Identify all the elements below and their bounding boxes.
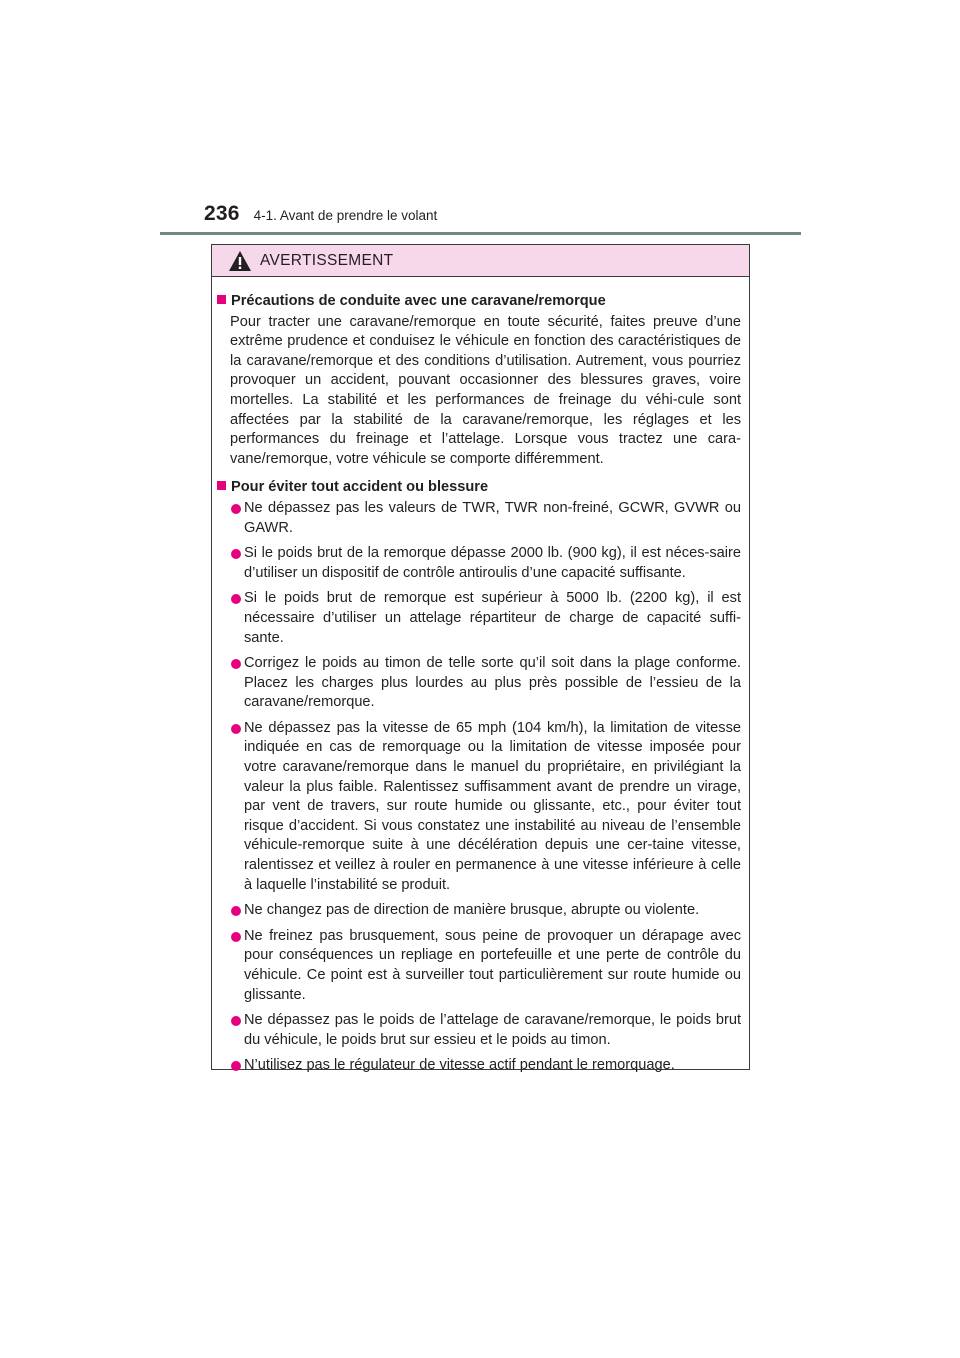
- list-item-text: Ne dépassez pas les valeurs de TWR, TWR non-freiné, GCWR, GVWR ou GAWR.: [244, 499, 741, 536]
- section-heading: [217, 292, 741, 312]
- section-heading: [217, 478, 741, 498]
- list-item: [217, 927, 741, 1005]
- bullet-list: [217, 499, 741, 1076]
- warning-box: [211, 244, 750, 1074]
- list-item-text: Ne freinez pas brusquement, sous peine de provoquer un dérapage avec pour conséquences un repliage en portefeuille et une perte de contrôle du véhicule. Ce point est à surveiller tout particulièrement sur route humide ou glissante.: [244, 927, 741, 1003]
- circle-bullet-icon: [231, 724, 241, 734]
- list-item: [217, 1011, 741, 1050]
- page-number: 236: [204, 202, 240, 225]
- circle-bullet-icon: [231, 549, 241, 559]
- circle-bullet-icon: [231, 594, 241, 604]
- section-heading-text: Pour éviter tout accident ou blessure: [231, 479, 489, 496]
- circle-bullet-icon: [231, 906, 241, 916]
- warning-triangle-icon: [228, 250, 252, 272]
- warning-label: AVERTISSEMENT: [260, 251, 394, 269]
- warning-header: [212, 245, 749, 277]
- circle-bullet-icon: [231, 932, 241, 942]
- list-item: [217, 1056, 741, 1076]
- list-item: [217, 499, 741, 538]
- section-heading-text: Précautions de conduite avec une caravane/remorque: [231, 293, 606, 309]
- square-bullet-icon: [217, 481, 226, 490]
- list-item-text: Ne dépassez pas le poids de l’attelage de caravane/remorque, le poids brut du véhicule, le poids brut sur essieu et le poids au timon.: [244, 1012, 741, 1048]
- list-item-text: N’utilisez pas le régulateur de vitesse actif pendant le remorquage.: [244, 1057, 675, 1074]
- section-paragraph: [230, 313, 741, 470]
- list-item-text: Ne changez pas de direction de manière brusque, abrupte ou violente.: [244, 902, 700, 919]
- list-item-text: Corrigez le poids au timon de telle sorte qu’il soit dans la plage conforme. Placez les charges plus lourdes au plus près possible de l’essieu de la caravane/remorque.: [244, 655, 741, 711]
- square-bullet-icon: [217, 295, 226, 304]
- circle-bullet-icon: [231, 659, 241, 669]
- page-header: [204, 202, 437, 230]
- list-item: [217, 544, 741, 583]
- list-item: [217, 589, 741, 648]
- list-item: [217, 654, 741, 713]
- list-item-text: Ne dépassez pas la vitesse de 65 mph (104 km/h), la limitation de vitesse indiquée en cas de remorquage ou la limitation de vitesse imposée pour votre caravane/remorque dans le manuel du propriétaire, en privilégiant la valeur la plus faible. Ralentissez suffisamment avant de prendre un virage, par vent de travers, sur route humide ou glissante, etc., pour éviter tout risque d’accident. Si vous constatez une instabilité au niveau de l’ensemble véhicule-remorque suite à une décélération depuis une cer-taine vitesse, ralentissez et veillez à rouler en permanence à une vitesse inférieure à celle à laquelle l’instabilité se produit.: [244, 719, 741, 893]
- list-item: [217, 719, 741, 895]
- list-item: [217, 901, 741, 921]
- warning-body: [212, 277, 749, 1076]
- header-rule: [160, 232, 801, 235]
- circle-bullet-icon: [231, 1016, 241, 1026]
- section-title: 4-1. Avant de prendre le volant: [253, 208, 438, 223]
- circle-bullet-icon: [231, 504, 241, 514]
- paragraph-text: Pour tracter une caravane/remorque en toute sécurité, faites preuve d’une extrême prudence et conduisez le véhicule en fonction des caractéristiques de la caravane/remorque et des conditions d’utilisation. Autrement, vous pourriez provoquer un accident, pouvant occasionner des blessures graves, voire mortelles. La stabilité et les performances de freinage du véhi-cule sont affectées par la stabilité de la caravane/remorque, les réglages et les performances du freinage et l’attelage. Lorsque vous tractez une cara-vane/remorque, votre véhicule se comporte différemment.: [230, 313, 741, 467]
- list-item-text: Si le poids brut de remorque est supérieur à 5000 lb. (2200 kg), il est nécessaire d’utiliser un attelage répartiteur de charge de capacité suffi-sante.: [244, 590, 741, 646]
- list-item-text: Si le poids brut de la remorque dépasse 2000 lb. (900 kg), il est néces-saire d’utiliser un dispositif de contrôle antiroulis d’une capacité suffisante.: [244, 545, 741, 581]
- circle-bullet-icon: [231, 1061, 241, 1071]
